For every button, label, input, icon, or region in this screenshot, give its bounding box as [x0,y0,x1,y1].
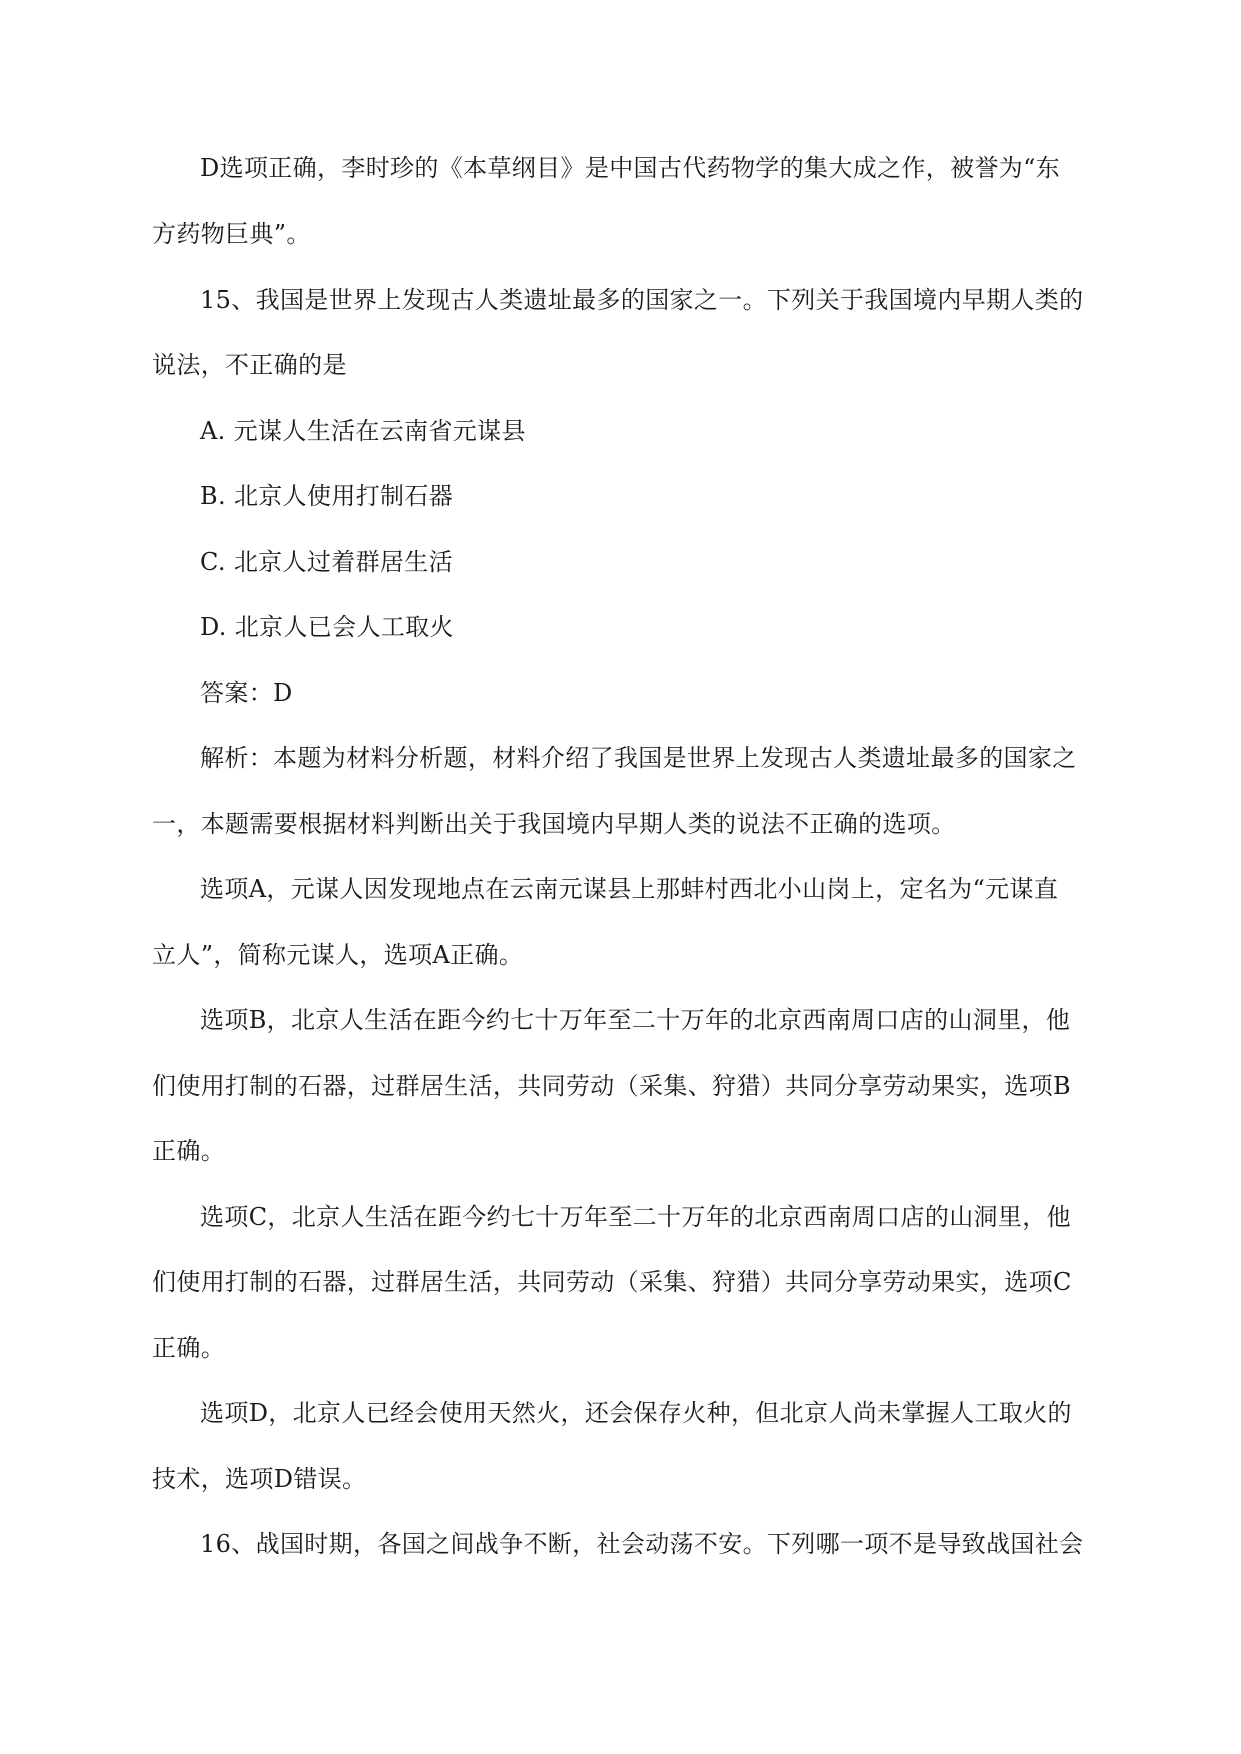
question-15-text: 15、我国是世界上发现古人类遗址最多的国家之一。下列关于我国境内早期人类的 [200,286,1084,314]
text-line: D选项正确，李时珍的《本草纲目》是中国古代药物学的集大成之作，被誉为“东 [200,154,1061,182]
analysis-text: 一，本题需要根据材料判断出关于我国境内早期人类的说法不正确的选项。 [152,810,956,838]
question-16-text: 16、战国时期，各国之间战争不断，社会动荡不安。下列哪一项不是导致战国社会 [200,1530,1084,1558]
option-a-analysis: 立人”，简称元谋人，选项A正确。 [152,941,524,969]
option-c: C. 北京人过着群居生活 [200,548,453,576]
option-d-analysis: 选项D，北京人已经会使用天然火，还会保存火种，但北京人尚未掌握人工取火的 [200,1399,1072,1427]
option-c-analysis: 选项C，北京人生活在距今约七十万年至二十万年的北京西南周口店的山洞里，他 [200,1203,1071,1231]
option-d-analysis: 技术，选项D错误。 [152,1465,367,1493]
answer-line: 答案：D [200,679,293,707]
option-c-analysis: 们使用打制的石器，过群居生活，共同劳动（采集、狩猎）共同分享劳动果实，选项C [152,1268,1072,1296]
option-c-analysis: 正确。 [152,1334,226,1362]
option-b-analysis: 正确。 [152,1137,226,1165]
option-b-analysis: 选项B，北京人生活在距今约七十万年至二十万年的北京西南周口店的山洞里，他 [200,1006,1071,1034]
question-15-text: 说法，不正确的是 [152,351,347,379]
analysis-text: 解析：本题为材料分析题，材料介绍了我国是世界上发现古人类遗址最多的国家之 [200,744,1077,772]
option-a-analysis: 选项A，元谋人因发现地点在云南元谋县上那蚌村西北小山岗上，定名为“元谋直 [200,875,1059,903]
text-line: 方药物巨典”。 [152,220,311,248]
option-b: B. 北京人使用打制石器 [200,482,454,510]
option-b-analysis: 们使用打制的石器，过群居生活，共同劳动（采集、狩猎）共同分享劳动果实，选项B [152,1072,1071,1100]
option-a: A. 元谋人生活在云南省元谋县 [200,417,526,445]
option-d: D. 北京人已会人工取火 [200,613,454,641]
